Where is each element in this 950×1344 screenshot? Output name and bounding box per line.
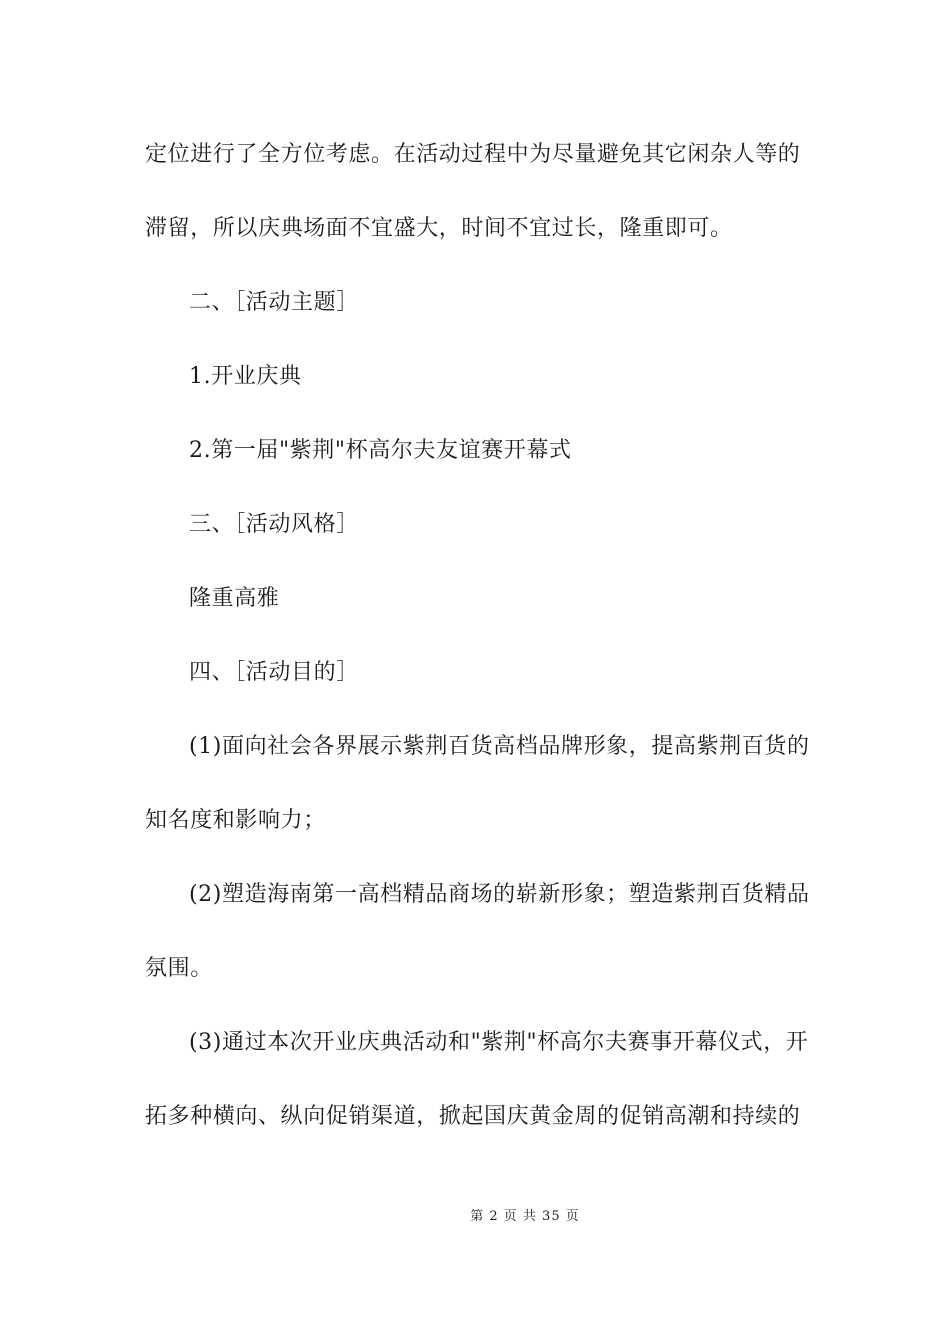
purpose-item-3-line-1: (3)通过本次开业庆典活动和"紫荆"杯高尔夫赛事开幕仪式，开	[189, 1030, 809, 1055]
purpose-item-1-line-1: (1)面向社会各界展示紫荆百货高档品牌形象，提高紫荆百货的	[189, 734, 810, 759]
page-number-footer: 第 2 页 共 35 页	[470, 1209, 580, 1224]
purpose-item-1-line-2: 知名度和影响力；	[145, 808, 326, 833]
list-item-opening: 1.开业庆典	[189, 364, 302, 389]
section-heading-style: 三、［活动风格］	[189, 512, 359, 537]
section-heading-theme: 二、［活动主题］	[189, 290, 359, 315]
purpose-item-3-line-2: 拓多种横向、纵向促销渠道，掀起国庆黄金周的促销高潮和持续的	[145, 1104, 801, 1129]
purpose-item-2-line-1: (2)塑造海南第一高档精品商场的崭新形象；塑造紫荆百货精品	[189, 882, 810, 907]
list-item-golf: 2.第一届"紫荆"杯高尔夫友谊赛开幕式	[189, 438, 572, 463]
body-line-2: 滞留，所以庆典场面不宜盛大，时间不宜过长，隆重即可。	[145, 216, 733, 241]
body-line-1: 定位进行了全方位考虑。在活动过程中为尽量避免其它闲杂人等的	[145, 142, 801, 167]
style-text: 隆重高雅	[189, 586, 280, 611]
purpose-item-2-line-2: 氛围。	[145, 956, 213, 981]
section-heading-purpose: 四、［活动目的］	[189, 660, 359, 685]
